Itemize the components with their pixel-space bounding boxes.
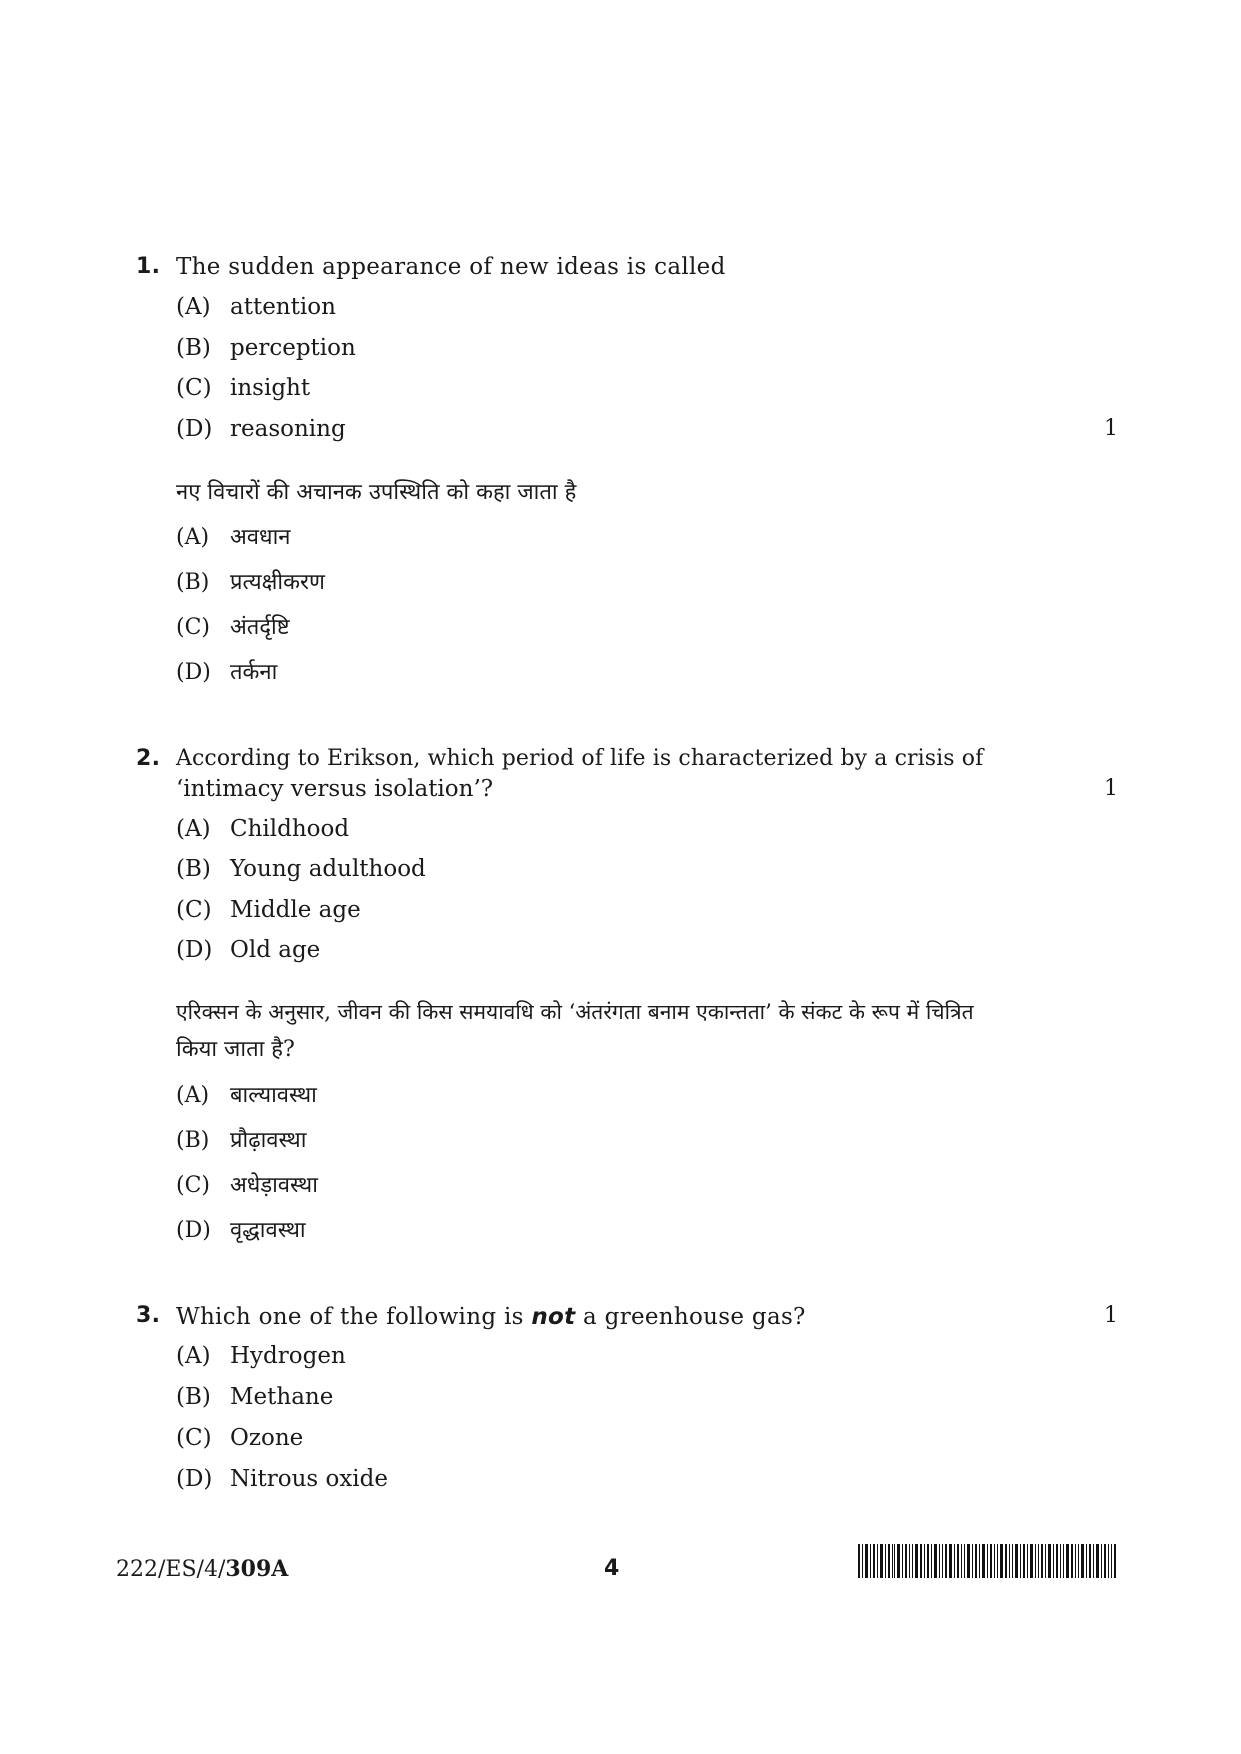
question-number: 3.	[136, 1303, 161, 1328]
option-c: (C) Ozone	[176, 1425, 304, 1451]
question-text-hi: नए विचारों की अचानक उपस्थिति को कहा जाता है	[176, 480, 577, 505]
question-text-en: Which one of the following is not a greenhouse gas?	[176, 1304, 806, 1330]
question-mark: 1	[1104, 416, 1119, 441]
option-c: (C) insight	[176, 375, 311, 401]
question-number: 1.	[136, 254, 161, 279]
option-a: (A) attention	[176, 294, 336, 320]
option-b-hi: (B) प्रौढ़ावस्था	[176, 1128, 307, 1153]
option-b-hi: (B) प्रत्यक्षीकरण	[176, 570, 325, 595]
option-b: (B) perception	[176, 335, 356, 361]
question-text-en: The sudden appearance of new ideas is called	[176, 254, 726, 280]
page-number: 4	[604, 1556, 620, 1581]
option-a: (A) Childhood	[176, 816, 350, 842]
question-number: 2.	[136, 746, 161, 771]
option-a-hi: (A) अवधान	[176, 525, 291, 550]
option-d: (D) reasoning	[176, 416, 346, 442]
barcode-icon	[858, 1544, 1116, 1578]
option-d: (D) Old age	[176, 937, 321, 963]
option-d-hi: (D) वृद्धावस्था	[176, 1218, 306, 1243]
emphasis-not: not	[531, 1304, 576, 1330]
option-d: (D) Nitrous oxide	[176, 1466, 389, 1492]
option-a: (A) Hydrogen	[176, 1343, 346, 1369]
option-b: (B) Methane	[176, 1384, 334, 1410]
question-text-en-line2: ‘intimacy versus isolation’?	[176, 776, 494, 802]
option-c-hi: (C) अधेड़ावस्था	[176, 1173, 318, 1198]
question-text-hi-line1: एरिक्सन के अनुसार, जीवन की किस समयावधि को ‘अंतरंगता बनाम एकान्तता’ के संकट के रूप में चित्रित	[176, 1000, 974, 1024]
option-a-hi: (A) बाल्यावस्था	[176, 1083, 317, 1108]
option-b: (B) Young adulthood	[176, 856, 426, 882]
question-mark: 1	[1104, 1303, 1119, 1328]
option-c-hi: (C) अंतर्दृष्टि	[176, 615, 290, 640]
option-c: (C) Middle age	[176, 897, 361, 923]
option-d-hi: (D) तर्कना	[176, 660, 278, 685]
question-mark: 1	[1104, 776, 1119, 801]
paper-code: 222/ES/4/309A	[116, 1556, 289, 1582]
question-text-en-line1: According to Erikson, which period of life is characterized by a crisis of	[176, 746, 984, 771]
question-text-hi-line2: किया जाता है?	[176, 1037, 295, 1062]
